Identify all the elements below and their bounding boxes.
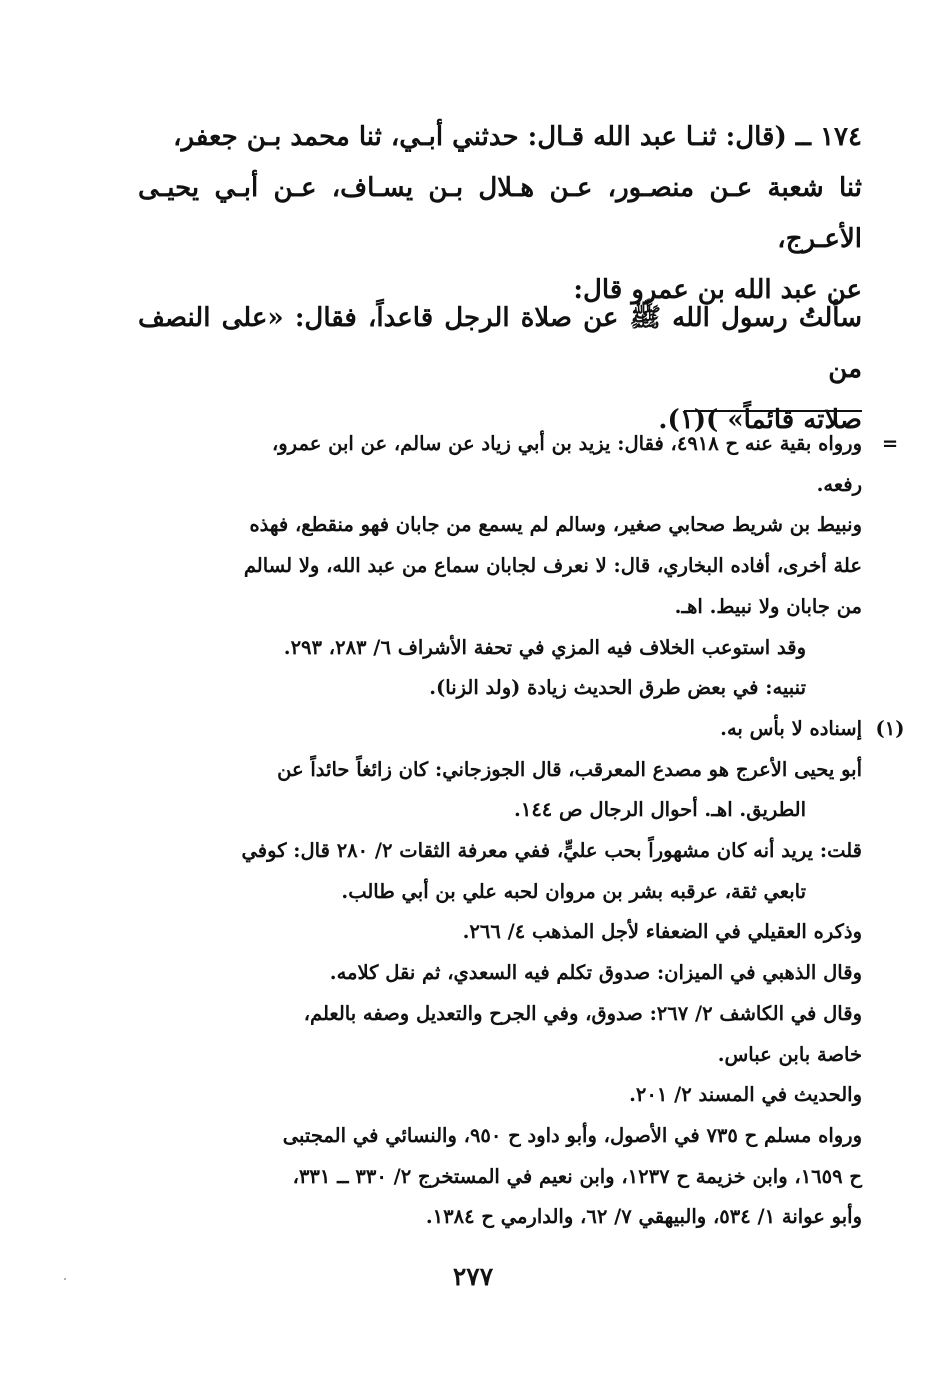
footnote-line: وذكره العقيلي في الضعفاء لأجل المذهب ٤/ ٢٦٦. — [462, 920, 862, 944]
footnote-line: وقال في الكاشف ٢/ ٢٦٧: صدوق، وفي الجرح والتعديل وصفه بالعلم، — [303, 1001, 862, 1025]
footnote-line: ح ١٦٥٩، وابن خزيمة ح ١٢٣٧، وابن نعيم في المستخرج ٢/ ٣٣٠ ــ ٣٣١، — [292, 1164, 862, 1188]
isnad-line: عن عبد الله بن عمرو قال: — [573, 275, 862, 305]
footnote-line: ورواه بقية عنه ح ٤٩١٨، فقال: يزيد بن أبي زياد عن سالم، عن ابن عمرو، — [271, 432, 862, 455]
footnote-line: تنبيه: في بعض طرق الحديث زيادة (ولد الزنا). — [429, 676, 806, 700]
footnote-line: من جابان ولا نبيط. اهـ. — [674, 594, 862, 618]
footnote-row — [134, 709, 905, 750]
footnote-line: الطريق. اهـ. أحوال الرجال ص ١٤٤. — [514, 798, 806, 822]
footnote-marker: (١) — [875, 716, 905, 740]
footnote-line: والحديث في المسند ٢/ ٢٠١. — [629, 1083, 862, 1107]
footnote-line: علة أخرى، أفاده البخاري، قال: لا نعرف لجابان سماع من عبد الله، ولا لسالم — [243, 554, 862, 578]
footnote-line: وقال الذهبي في الميزان: صدوق تكلم فيه السعدي، ثم نقل كلامه. — [329, 961, 862, 985]
footnote-line: وأبو عوانة ١/ ٥٣٤، والبيهقي ٧/ ٦٢، والدارمي ح ١٣٨٤. — [425, 1205, 862, 1229]
matn-line: سألتُ رسول الله ﷺ عن صلاة الرجل قاعداً، فقال: «على النصف من — [138, 303, 862, 384]
isnad-line: ثنا شعبة عـن منصـور، عـن هـلال بـن يسـاف، عـن أبـي يحيـى الأعـرج، — [138, 173, 862, 254]
footnote-line: تابعي ثقة، عرقبه بشر بن مروان لحبه علي بن أبي طالب. — [341, 879, 806, 903]
isnad-line: ١٧٤ ــ (قال: ثنـا عبد الله قـال: حدثني أبـي، ثنا محمد بـن جعفر، — [173, 122, 862, 152]
footnote-line: أبو يحيى الأعرج هو مصدع المعرقب، قال الجوزجاني: كان زائغاً حائداً عن — [277, 757, 862, 781]
footnotes — [134, 424, 905, 1238]
footnote-line: إسناده لا بأس به. — [720, 716, 862, 740]
footnote-line: وقد استوعب الخلاف فيه المزي في تحفة الأشراف ٦/ ٢٨٣، ٢٩٣. — [283, 635, 806, 659]
footnote-line: خاصة بابن عباس. — [717, 1042, 862, 1066]
hadith-isnad — [138, 112, 862, 316]
matn-line: صلاته قائماً» )(١). — [658, 405, 862, 435]
footnote-line: ورواه مسلم ح ٧٣٥ في الأصول، وأبو داود ح ٩٥٠، والنسائي في المجتبى — [282, 1123, 862, 1147]
footnote-line: رفعه. — [816, 472, 862, 496]
scan-speck — [64, 1278, 66, 1280]
continuation-marker: = — [881, 432, 899, 455]
footnote-separator — [684, 410, 862, 412]
footnote-line: ونبيط بن شريط صحابي صغير، وسالم لم يسمع من جابان فهو منقطع، فهذه — [249, 513, 862, 537]
footnote-row — [134, 424, 899, 465]
footnote-line: قلت: يريد أنه كان مشهوراً بحب عليٍّ، ففي معرفة الثقات ٢/ ٢٨٠ قال: كوفي — [241, 839, 862, 863]
page-number: ٢٧٧ — [452, 1262, 494, 1291]
